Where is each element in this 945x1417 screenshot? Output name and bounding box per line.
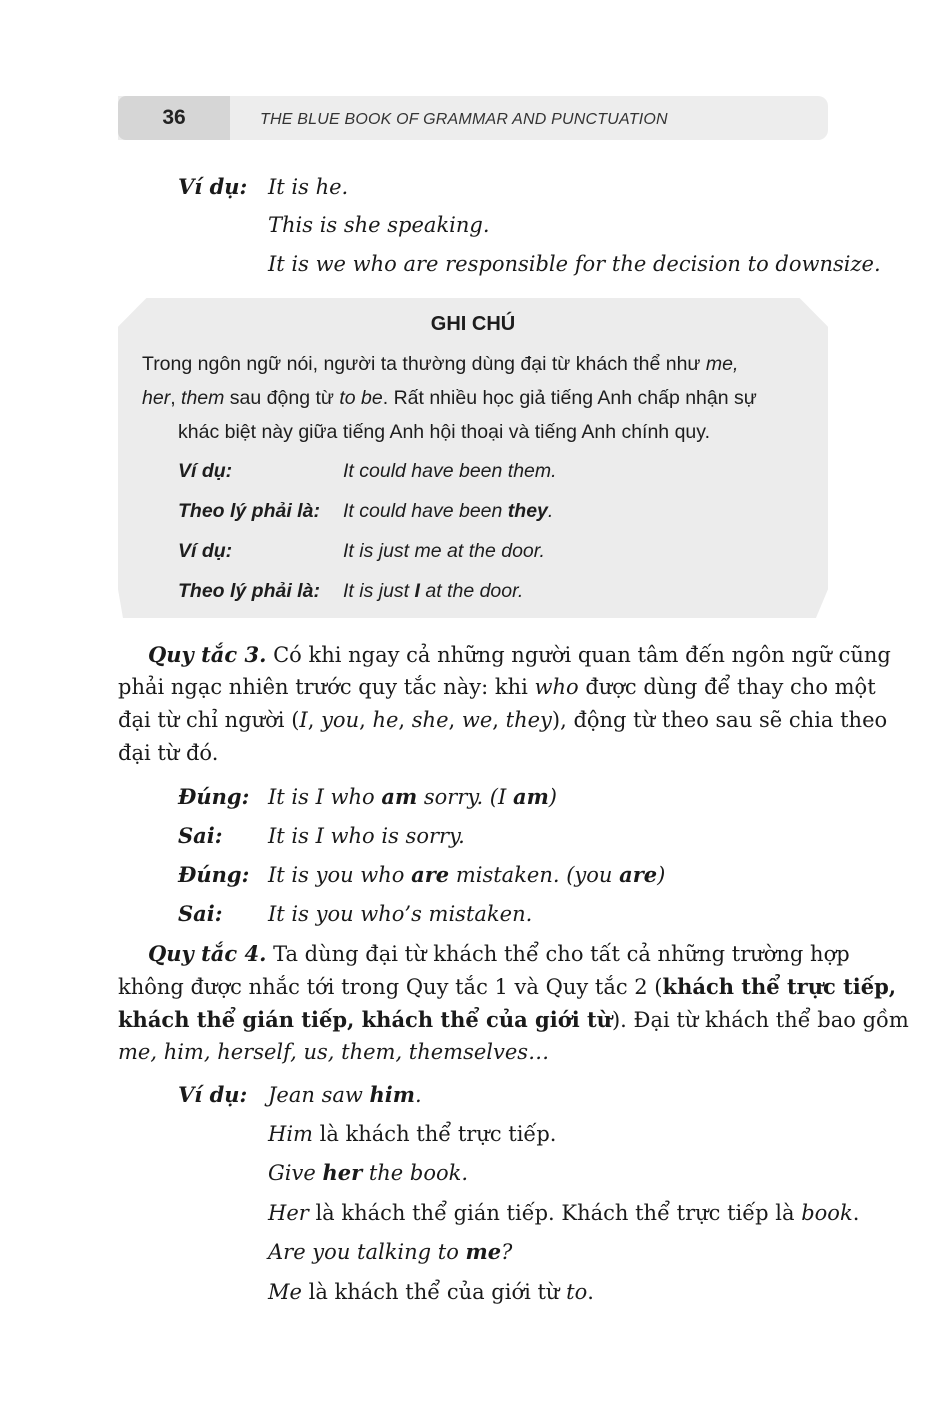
example-line: Jean saw him.	[268, 1082, 422, 1107]
note-example-text: It could have been them.	[343, 460, 557, 482]
paragraph-line: phải ngạc nhiên trước quy tắc này: khi who được dùng để thay cho một	[118, 675, 876, 699]
paragraph-line: khách thể gián tiếp, khách thể của giới từ). Đại từ khách thể bao gồm	[118, 1007, 909, 1032]
page-number-box	[118, 96, 230, 140]
example-label: Sai:	[178, 823, 223, 848]
example-line: Him là khách thể trực tiếp.	[268, 1122, 557, 1146]
rule3-paragraph	[118, 638, 891, 770]
paragraph-line: không được nhắc tới trong Quy tắc 1 và Quy tắc 2 (khách thể trực tiếp,	[118, 974, 897, 999]
note-example-label: Theo lý phải là:	[178, 580, 320, 602]
example-label: Đúng:	[178, 784, 250, 809]
note-example-text: It is just me at the door.	[343, 540, 545, 562]
paragraph-line: đại từ chỉ người (I, you, he, she, we, they), động từ theo sau sẽ chia theo	[118, 708, 888, 732]
example-line: It is you who’s mistaken.	[268, 902, 533, 926]
note-example-text: It could have been they.	[343, 500, 554, 522]
example-line: Are you talking to me?	[268, 1239, 513, 1264]
page-number: 36	[162, 106, 186, 129]
example-line: This is she speaking.	[268, 213, 490, 237]
example-line: It is you who are mistaken. (you are)	[268, 862, 666, 887]
page-header	[118, 96, 828, 140]
rule4-paragraph	[118, 937, 909, 1069]
example-label: Ví dụ:	[178, 174, 248, 199]
note-example-label: Ví dụ:	[178, 540, 233, 562]
example-line: It is he.	[268, 175, 349, 199]
paragraph-line: me, him, herself, us, them, themselves…	[118, 1040, 550, 1064]
note-text-line: khác biệt này giữa tiếng Anh hội thoại và tiếng Anh chính quy.	[178, 421, 710, 443]
running-head: THE BLUE BOOK OF GRAMMAR AND PUNCTUATION	[260, 111, 668, 128]
note-example-label: Theo lý phải là:	[178, 500, 320, 522]
example-line: Me là khách thể của giới từ to.	[268, 1280, 594, 1304]
example-line: Her là khách thể gián tiếp. Khách thể trực tiếp là book.	[268, 1201, 860, 1225]
paragraph-line: Quy tắc 3. Có khi ngay cả những người quan tâm đến ngôn ngữ cũng	[148, 642, 891, 667]
example-label: Sai:	[178, 901, 223, 926]
example-line: It is we who are responsible for the decision to downsize.	[268, 252, 881, 276]
example-line: It is I who am sorry. (I am)	[268, 784, 557, 809]
example-label: Ví dụ:	[178, 1082, 248, 1107]
note-text-line: her, them sau động từ to be. Rất nhiều học giả tiếng Anh chấp nhận sự	[142, 387, 757, 409]
note-example-label: Ví dụ:	[178, 460, 233, 482]
paragraph-line: Quy tắc 4. Ta dùng đại từ khách thể cho tất cả những trường hợp	[148, 941, 850, 966]
example-line: Give her the book.	[268, 1160, 469, 1185]
example-line: It is I who is sorry.	[268, 824, 465, 848]
paragraph-line: đại từ đó.	[118, 741, 219, 765]
note-title: GHI CHÚ	[430, 313, 516, 335]
note-example-text: It is just I at the door.	[343, 580, 524, 602]
note-text-line: Trong ngôn ngữ nói, người ta thường dùng đại từ khách thể như me,	[142, 353, 739, 375]
example-label: Đúng:	[178, 862, 250, 887]
